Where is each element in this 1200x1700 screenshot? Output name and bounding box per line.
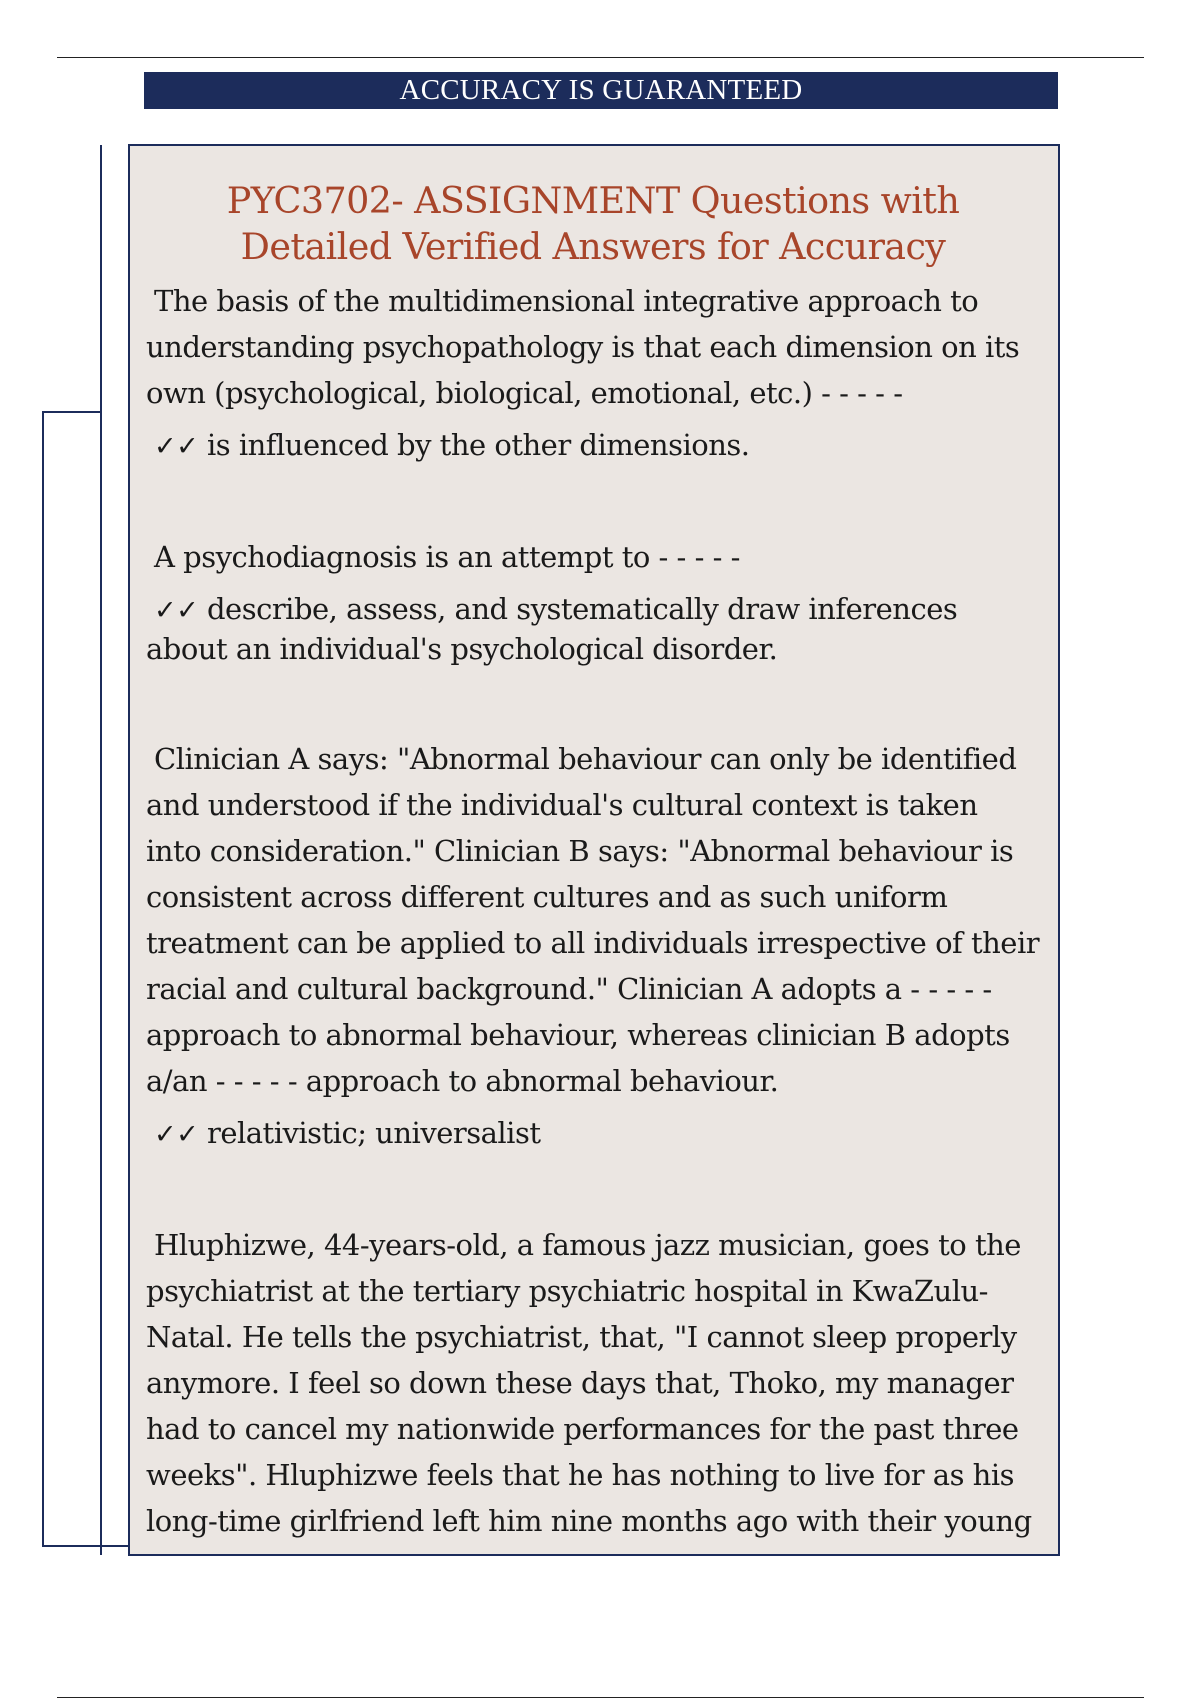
frame-connector-top (42, 411, 102, 413)
bottom-rule (57, 1697, 1144, 1698)
question-text: The basis of the multidimensional integrative approach to understanding psychopathology is that each dimension on its own (psychological, biological, emotional, etc.) - - - - - (146, 284, 1020, 410)
qa-item (146, 534, 1040, 668)
accuracy-banner: ACCURACY IS GUARANTEED (144, 72, 1058, 109)
document-card (128, 144, 1060, 1556)
question-text: A psychodiagnosis is an attempt to - - - - - (154, 540, 740, 574)
document-title: PYC3702- ASSIGNMENT Questions with Detailed Verified Answers for Accuracy (226, 179, 960, 268)
answer-text (146, 426, 1040, 466)
answer-value: is influenced by the other dimensions. (206, 428, 750, 462)
answer-text (146, 1114, 1040, 1154)
spacer (146, 466, 1040, 534)
question-text: Clinician A says: "Abnormal behaviour can only be identified and understood if the individual's cultural context is taken into consideration." Clinician B says: "Abnormal behaviour is consistent across different cultures and as such uniform treatment can be applied to all individuals irrespective of their racial and cultural background." Clinician A adopts a - - - - - approach to abnormal behaviour, whereas clinician B adopts a/an - - - - - approach to abnormal behaviour. (146, 742, 1040, 1098)
double-check-icon: ✓✓ (154, 595, 199, 626)
double-check-icon: ✓✓ (154, 1119, 199, 1150)
top-rule (57, 57, 1144, 58)
qa-item (146, 1222, 1040, 1544)
spacer (146, 1154, 1040, 1222)
answer-value: relativistic; universalist (206, 1116, 541, 1150)
qa-item (146, 278, 1040, 466)
answer-value: describe, assess, and systematically draw inferences about an individual's psychological disorder. (146, 592, 958, 666)
frame-line-outer (42, 411, 44, 1546)
spacer (146, 668, 1040, 736)
frame-line-inner (100, 145, 102, 1555)
qa-item (146, 736, 1040, 1154)
question-text: Hluphizwe, 44-years-old, a famous jazz musician, goes to the psychiatrist at the tertiary psychiatric hospital in KwaZulu-Natal. He tells the psychiatrist, that, "I cannot sleep properly anymore. I feel so down these days that, Thoko, my manager had to cancel my nationwide performances for the past three weeks". Hluphizwe feels that he has nothing to live for as his long-time girlfriend left him nine months ago with their young (146, 1228, 1032, 1538)
double-check-icon: ✓✓ (154, 431, 199, 462)
answer-text (146, 590, 1040, 668)
